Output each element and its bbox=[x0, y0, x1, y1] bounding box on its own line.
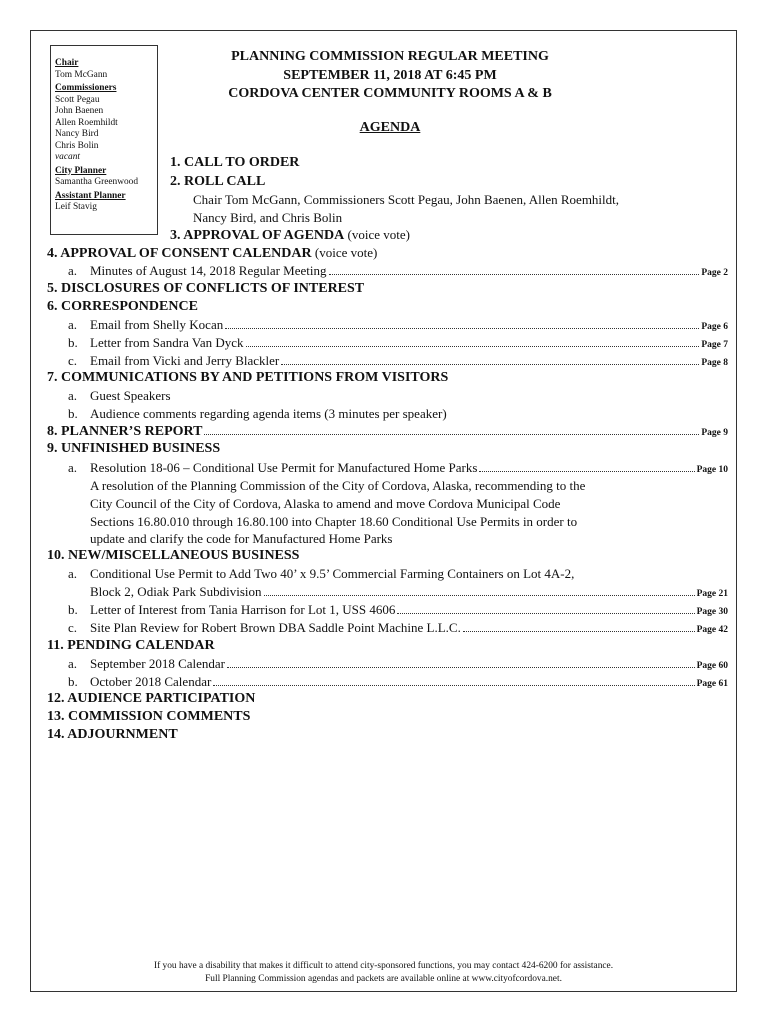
resolution-description: A resolution of the Planning Commission of the City of Cordova, Alaska, recommending to the bbox=[90, 478, 586, 493]
chair-name: Tom McGann bbox=[55, 69, 108, 80]
page-ref: Page 42 bbox=[696, 625, 728, 635]
dot-leader bbox=[246, 345, 700, 347]
item-text: Letter from Sandra Van Dyck bbox=[90, 335, 244, 350]
item-title: 4. APPROVAL OF CONSENT CALENDAR bbox=[47, 246, 312, 261]
item-letter: c. bbox=[68, 353, 78, 368]
item-unfinished-business: 9. UNFINISHED BUSINESS bbox=[47, 441, 221, 456]
item-letter: b. bbox=[68, 602, 78, 617]
item-text: October 2018 Calendar bbox=[90, 674, 212, 689]
list-item bbox=[68, 262, 728, 282]
city-planner-name: Samantha Greenwood bbox=[55, 177, 139, 187]
item-text: Audience comments regarding agenda items (3 minutes per speaker) bbox=[90, 406, 447, 421]
commissioners-heading: Commissioners bbox=[55, 83, 117, 93]
item-note: (voice vote) bbox=[344, 227, 410, 242]
item-call-to-order: 1. CALL TO ORDER bbox=[170, 155, 300, 170]
item-disclosures: 5. DISCLOSURES OF CONFLICTS OF INTEREST bbox=[47, 281, 365, 296]
dot-leader bbox=[227, 666, 695, 668]
item-text: Block 2, Odiak Park Subdivision bbox=[90, 584, 262, 599]
item-letter: a. bbox=[68, 656, 78, 671]
item-text: Resolution 18-06 – Conditional Use Permit for Manufactured Home Parks bbox=[90, 460, 478, 475]
item-roll-call: 2. ROLL CALL bbox=[170, 174, 266, 189]
item-pending-calendar: 11. PENDING CALENDAR bbox=[47, 638, 215, 653]
item-title: APPROVAL OF AGENDA bbox=[183, 228, 345, 243]
item-note: (voice vote) bbox=[311, 245, 378, 260]
list-item bbox=[68, 601, 728, 621]
roll-call-names: Chair Tom McGann, Commissioners Scott Pegau, John Baenen, Allen Roemhildt, bbox=[193, 192, 620, 207]
list-item bbox=[68, 619, 728, 639]
item-letter: a. bbox=[68, 460, 78, 475]
list-item-continued bbox=[90, 583, 728, 603]
item-correspondence: 6. CORRESPONDENCE bbox=[47, 299, 198, 314]
item-approval-agenda bbox=[170, 226, 410, 244]
commissioner-name: Allen Roemhildt bbox=[55, 117, 118, 128]
city-planner-heading: City Planner bbox=[55, 165, 107, 176]
page-ref: Page 7 bbox=[701, 340, 728, 350]
item-letter: a. bbox=[68, 263, 78, 278]
item-letter: a. bbox=[68, 317, 78, 332]
list-item bbox=[68, 655, 728, 675]
item-text: Minutes of August 14, 2018 Regular Meeting bbox=[90, 263, 327, 278]
agenda-heading: AGENDA bbox=[359, 120, 421, 135]
item-adjournment: 14. ADJOURNMENT bbox=[47, 727, 178, 742]
list-item bbox=[68, 316, 728, 336]
commissioner-name: Scott Pegau bbox=[55, 94, 100, 105]
item-text: September 2018 Calendar bbox=[90, 656, 226, 671]
page-ref: Page 60 bbox=[696, 661, 728, 671]
dot-leader bbox=[329, 273, 700, 275]
item-commission-comments: 13. COMMISSION COMMENTS bbox=[47, 709, 251, 724]
online-availability-notice: Full Planning Commission agendas and packets are available online at www.cityofcordova.net. bbox=[205, 974, 562, 984]
meeting-date-line: SEPTEMBER 11, 2018 AT 6:45 PM bbox=[283, 67, 497, 83]
item-number: 3. bbox=[170, 228, 184, 243]
dot-leader bbox=[213, 684, 694, 686]
meeting-title-line: PLANNING COMMISSION REGULAR MEETING bbox=[231, 49, 549, 64]
dot-leader bbox=[463, 630, 695, 632]
dot-leader bbox=[204, 433, 699, 435]
resolution-description: update and clarify the code for Manufactured Home Parks bbox=[90, 531, 393, 546]
commission-roster bbox=[50, 45, 158, 235]
list-item bbox=[68, 387, 728, 404]
page-ref: Page 10 bbox=[696, 465, 728, 475]
item-consent-calendar bbox=[47, 244, 377, 262]
assistant-planner-heading: Assistant Planner bbox=[55, 190, 126, 201]
commissioner-vacant: vacant bbox=[55, 152, 80, 162]
item-communications: 7. COMMUNICATIONS BY AND PETITIONS FROM VISITORS bbox=[47, 370, 449, 385]
dot-leader bbox=[281, 363, 699, 365]
dot-leader bbox=[225, 327, 699, 329]
dot-leader bbox=[264, 594, 695, 596]
page-ref: Page 30 bbox=[696, 607, 728, 617]
accessibility-notice: If you have a disability that makes it difficult to attend city-sponsored functions, you may contact 424-6200 for assistance. bbox=[153, 961, 614, 971]
item-new-business: 10. NEW/MISCELLANEOUS BUSINESS bbox=[47, 548, 300, 563]
item-letter: c. bbox=[68, 620, 78, 635]
assistant-planner-name: Leif Stavig bbox=[55, 202, 97, 212]
item-audience-participation: 12. AUDIENCE PARTICIPATION bbox=[47, 691, 256, 706]
item-text: Email from Vicki and Jerry Blackler bbox=[90, 353, 280, 368]
page-ref: Page 6 bbox=[701, 322, 728, 332]
list-item bbox=[68, 334, 728, 354]
list-item bbox=[68, 405, 728, 422]
item-text: Email from Shelly Kocan bbox=[90, 317, 224, 332]
item-title: 8. PLANNER’S REPORT bbox=[47, 424, 203, 439]
chair-heading: Chair bbox=[55, 58, 79, 68]
commissioner-name: Nancy Bird bbox=[55, 129, 99, 139]
dot-leader bbox=[397, 612, 694, 614]
page-ref: Page 2 bbox=[701, 268, 728, 278]
commissioner-name: Chris Bolin bbox=[55, 140, 99, 151]
item-letter: b. bbox=[68, 674, 78, 689]
item-text: Site Plan Review for Robert Brown DBA Saddle Point Machine L.L.C. bbox=[90, 620, 461, 635]
commissioner-name: John Baenen bbox=[55, 106, 104, 116]
page-ref: Page 61 bbox=[696, 679, 728, 689]
page-ref: Page 21 bbox=[696, 589, 728, 599]
meeting-location-line: CORDOVA CENTER COMMUNITY ROOMS A & B bbox=[228, 86, 552, 101]
roll-call-names-cont: Nancy Bird, and Chris Bolin bbox=[193, 210, 343, 225]
meeting-title bbox=[175, 48, 605, 104]
list-item bbox=[68, 565, 728, 582]
page-ref: Page 9 bbox=[701, 428, 728, 438]
footer-notice bbox=[30, 960, 737, 986]
list-item bbox=[68, 459, 728, 479]
resolution-description: City Council of the City of Cordova, Alaska to amend and move Cordova Municipal Code bbox=[90, 496, 561, 511]
dot-leader bbox=[479, 470, 694, 472]
item-letter: a. bbox=[68, 388, 78, 403]
item-letter: a. bbox=[68, 566, 78, 581]
page-ref: Page 8 bbox=[701, 358, 728, 368]
item-text: Conditional Use Permit to Add Two 40’ x 9.5’ Commercial Farming Containers on Lot 4A-2, bbox=[90, 566, 575, 581]
item-letter: b. bbox=[68, 406, 78, 421]
item-text: Letter of Interest from Tania Harrison for Lot 1, USS 4606 bbox=[90, 602, 396, 617]
item-letter: b. bbox=[68, 335, 78, 350]
item-text: Guest Speakers bbox=[90, 388, 171, 403]
resolution-description: Sections 16.80.010 through 16.80.100 into Chapter 18.60 Conditional Use Permits in order to bbox=[90, 514, 578, 529]
